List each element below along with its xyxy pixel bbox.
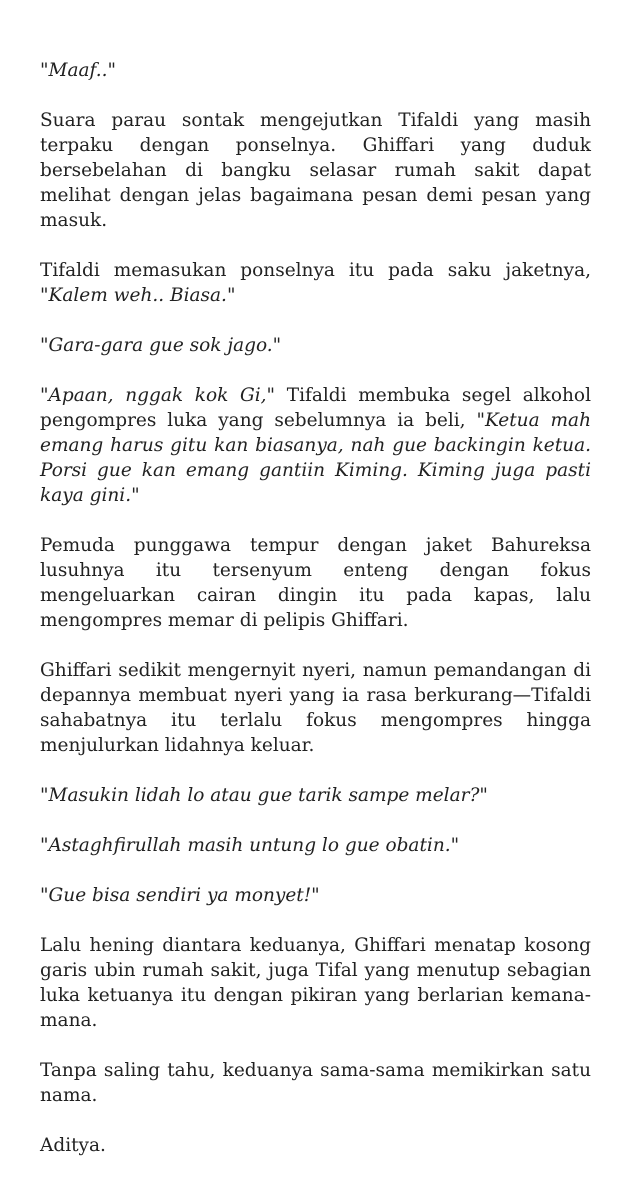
italic-text-span: "Ketua mah emang harus gitu kan biasanya, nah gue backingin ketua. Porsi gue kan emang gantiin Kiming. Kiming juga pasti kaya gini." [40,410,592,506]
text-span: Lalu hening diantara keduanya, Ghiffari menatap kosong garis ubin rumah sakit, juga Tifal yang menutup sebagian luka ketuanya itu dengan pikiran yang berlarian kemana-mana. [40,935,591,1031]
italic-text-span: "Gue bisa sendiri ya monyet!" [40,885,320,906]
text-span: Tanpa saling tahu, keduanya sama-sama memikirkan satu nama. [40,1060,591,1106]
story-paragraph [40,333,591,358]
story-paragraph [40,1058,591,1108]
text-span: " [107,60,116,81]
italic-text-span: Kalem weh.. Biasa. [48,285,227,306]
italic-text-span: "Astaghfirullah masih untung lo gue obatin." [40,835,460,856]
story-paragraph [40,533,591,633]
story-text [40,58,591,1158]
text-span: Ghiffari sedikit mengernyit nyeri, namun pemandangan di depannya membuat nyeri yang ia rasa berkurang—Tifaldi sahabatnya itu terlalu fokus mengompres hingga menjulurkan lidahnya keluar. [40,660,591,756]
text-span: Aditya. [40,1135,106,1156]
story-paragraph [40,383,591,508]
story-paragraph [40,883,591,908]
text-span: Tifaldi memasukan ponselnya itu pada saku jaketnya, " [40,260,591,306]
text-span: " [40,785,49,806]
story-paragraph [40,58,591,83]
italic-text-span: "Apaan, nggak kok Gi," [40,385,276,406]
story-paragraph [40,833,591,858]
story-paragraph [40,1133,591,1158]
text-span: Suara parau sontak mengejutkan Tifaldi yang masih terpaku dengan ponselnya. Ghiffari yang duduk bersebelahan di bangku selasar rumah sakit dapat melihat dengan jelas bagaimana pesan demi pesan yang masuk. [40,110,591,231]
text-span: Pemuda punggawa tempur dengan jaket Bahureksa lusuhnya itu tersenyum enteng dengan fokus mengeluarkan cairan dingin itu pada kapas, lalu mengompres memar di pelipis Ghiffari. [40,535,591,631]
story-paragraph [40,258,591,308]
italic-text-span: Maaf.. [48,60,108,81]
text-span: Tifaldi membuka segel alkohol pengompres luka yang sebelumnya ia beli, [40,385,591,431]
text-span: " [40,60,49,81]
story-paragraph [40,933,591,1033]
italic-text-span: "Gara-gara gue sok jago." [40,335,282,356]
story-paragraph [40,658,591,758]
story-paragraph [40,783,591,808]
text-span: " [226,285,236,306]
story-paragraph [40,108,591,233]
italic-text-span: Masukin lidah lo atau gue tarik sampe melar?" [48,785,488,806]
